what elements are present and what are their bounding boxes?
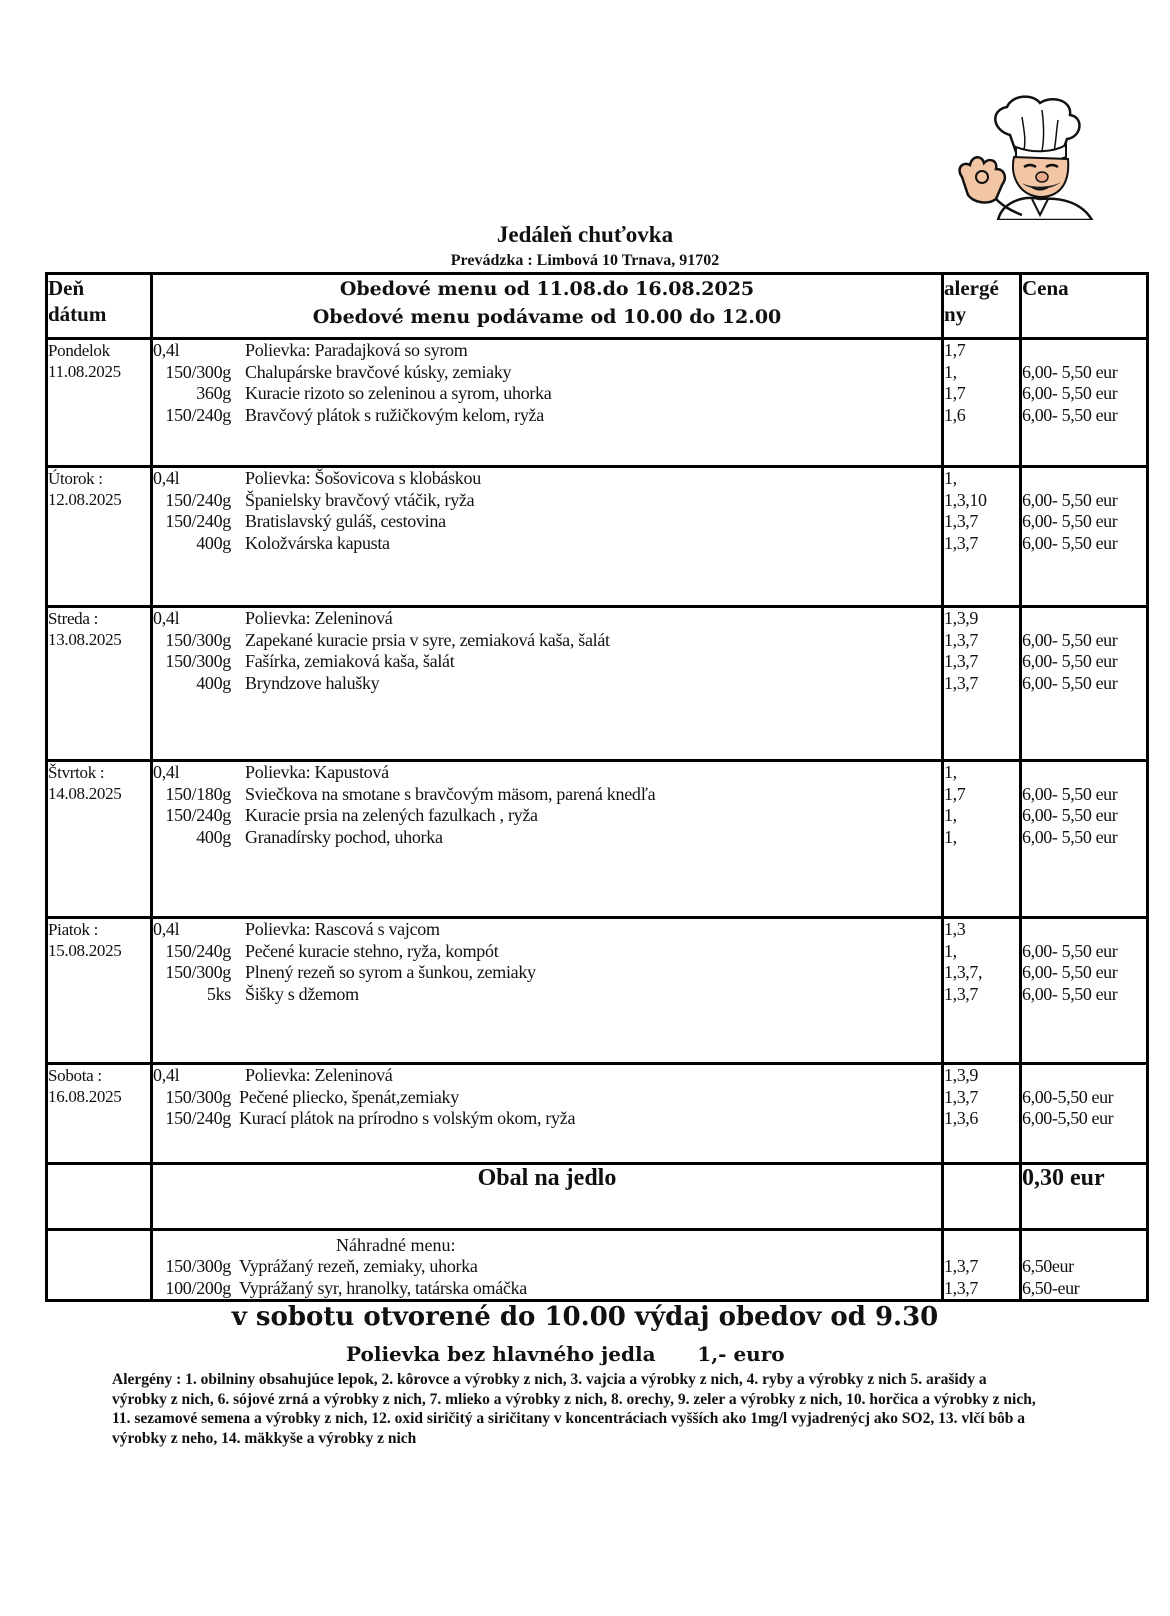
dish-price: 6,50eur	[1022, 1256, 1074, 1276]
day-name: Pondelok	[48, 341, 110, 360]
replacement-menu-title: Náhradné menu:	[336, 1235, 456, 1255]
dish-allergens: 1,3,7	[944, 672, 979, 693]
dish-name: Vyprážaný rezeň, zemiaky, uhorka	[239, 1256, 478, 1276]
dish-name: Polievka: Šošovicova s klobáskou	[245, 468, 481, 488]
dish-allergens: 1,	[944, 826, 957, 847]
dish-allergens: 1,3,10	[944, 489, 987, 510]
replacement-item	[153, 1256, 941, 1278]
dish-quantity: 0,4l	[153, 919, 180, 939]
dish-allergens: 1,7	[944, 783, 966, 804]
dish-item	[153, 762, 941, 784]
dish-allergens: 1,3,7	[944, 511, 979, 532]
dish-item	[153, 1108, 941, 1130]
day-row	[47, 467, 1148, 607]
allergen-legend: Alergény : 1. obilniny obsahujúce lepok, 2. kôrovce a výrobky z nich, 3. vajcia a výrobky z nich, 4. ryby a výrobky z nich 5. arašidy a výrobky z nich, 6. sójové zrná a výrobky z nich, 7. mlieko a výrobky z nich, 8. orechy, 9. zeler a výrobky z nich, 10. horčica a výrobky z nich, 11. sezamové semena a výrobky z nich, 12. oxid siričitý a siričitany v koncentráciach vyšších ako 1mg/l vyjadrenýcj ako SO2, 13. vlčí bôb a výrobky z neho, 14. mäkkyše a výrobky z nich	[112, 1371, 1036, 1447]
dish-quantity: 400g	[196, 826, 231, 847]
dish-price	[1022, 762, 1146, 784]
dish-allergens: 1,	[944, 361, 957, 382]
day-allergens	[943, 607, 1021, 761]
dish-item	[153, 362, 941, 384]
dish-allergens: 1,6	[944, 404, 966, 425]
header-menu-period: Obedové menu od 11.08.do 16.08.2025 Obedové menu podávame od 10.00 do 12.00	[152, 274, 943, 339]
dish-quantity: 360g	[196, 383, 231, 404]
menu-table-header	[47, 274, 1148, 339]
dish-allergens: 1,3,7,	[944, 962, 983, 983]
dish-price: 6,00- 5,50 eur	[1022, 629, 1118, 650]
dish-allergens: 1,	[944, 762, 957, 782]
dish-price: 6,00-5,50 eur	[1022, 1108, 1114, 1129]
chef-illustration	[952, 95, 1112, 220]
day-cell	[47, 1064, 152, 1164]
dish-name: Koložvárska kapusta	[245, 532, 390, 553]
dish-quantity: 150/240g	[165, 404, 231, 425]
dish-item	[153, 511, 941, 533]
day-prices	[1021, 467, 1148, 607]
dish-allergens: 1,3,7	[944, 983, 979, 1004]
dish-allergens: 1,3,9	[944, 608, 979, 628]
day-row	[47, 607, 1148, 761]
header-allergens: alergé ny	[943, 274, 1021, 339]
dish-quantity: 0,4l	[153, 762, 180, 782]
dish-price: 6,00- 5,50 eur	[1022, 983, 1118, 1004]
day-name: Sobota :	[48, 1066, 102, 1085]
dish-item	[153, 490, 941, 512]
day-date: 13.08.2025	[48, 630, 122, 649]
dish-name: Šišky s džemom	[245, 983, 359, 1004]
header-price: Cena	[1021, 274, 1148, 339]
restaurant-address: Prevádzka : Limbová 10 Trnava, 91702	[450, 252, 720, 269]
dish-price: 6,00- 5,50 eur	[1022, 783, 1118, 804]
dish-quantity: 150/300g	[165, 361, 231, 382]
day-dishes	[152, 761, 943, 918]
dish-allergens: 1,	[944, 940, 957, 961]
dish-price	[1022, 608, 1146, 630]
day-row	[47, 1064, 1148, 1164]
day-cell	[47, 761, 152, 918]
dish-quantity: 150/240g	[165, 511, 231, 532]
day-prices	[1021, 1064, 1148, 1164]
dish-quantity: 150/240g	[165, 489, 231, 510]
dish-quantity: 150/240g	[165, 940, 231, 961]
dish-price: 6,00- 5,50 eur	[1022, 651, 1118, 672]
dish-name: Pečené kuracie stehno, ryža, kompót	[245, 940, 499, 961]
dish-price	[1022, 468, 1146, 490]
dish-name: Španielsky bravčový vtáčik, ryža	[245, 489, 475, 510]
dish-price: 6,00- 5,50 eur	[1022, 672, 1118, 693]
dish-item	[153, 383, 941, 405]
dish-item	[153, 608, 941, 630]
day-name: Piatok :	[48, 920, 99, 939]
dish-price: 6,00- 5,50 eur	[1022, 940, 1118, 961]
dish-quantity: 150/300g	[165, 1256, 231, 1276]
day-prices	[1021, 607, 1148, 761]
dish-allergens: 1,3	[944, 919, 966, 939]
dish-item	[153, 919, 941, 941]
dish-quantity: 0,4l	[153, 468, 180, 488]
dish-allergens: 1,3,7	[944, 532, 979, 553]
dish-name: Polievka: Zeleninová	[245, 1065, 393, 1085]
day-allergens	[943, 339, 1021, 467]
replacement-menu-row	[47, 1230, 1148, 1301]
packaging-row	[47, 1164, 1148, 1230]
replacement-prices	[1021, 1230, 1148, 1301]
dish-price: 6,50-eur	[1022, 1277, 1080, 1298]
dish-price: 6,00-5,50 eur	[1022, 1086, 1114, 1107]
day-allergens	[943, 1064, 1021, 1164]
day-date: 15.08.2025	[48, 941, 122, 960]
packaging-price: 0,30 eur	[1021, 1164, 1148, 1230]
dish-item	[153, 468, 941, 490]
dish-allergens: 1,3,6	[944, 1108, 979, 1129]
dish-name: Bravčový plátok s ružičkovým kelom, ryža	[245, 404, 544, 425]
dish-price: 6,00- 5,50 eur	[1022, 511, 1118, 532]
dish-price: 6,00- 5,50 eur	[1022, 383, 1118, 404]
dish-allergens: 1,3,7	[944, 651, 979, 672]
dish-item	[153, 405, 941, 427]
dish-allergens: 1,3,7	[944, 1256, 979, 1276]
dish-item	[153, 784, 941, 806]
dish-quantity: 150/300g	[165, 629, 231, 650]
dish-item	[153, 962, 941, 984]
dish-name: Kuracie prsia na zelených fazulkach , ryža	[245, 805, 538, 826]
day-prices	[1021, 339, 1148, 467]
replacement-allergens	[943, 1230, 1021, 1301]
day-dishes	[152, 1064, 943, 1164]
dish-item	[153, 630, 941, 652]
restaurant-title: Jedáleň chuťovka	[496, 222, 674, 247]
dish-allergens: 1,7	[944, 383, 966, 404]
dish-name: Polievka: Paradajková so syrom	[245, 340, 468, 360]
day-name: Štvrtok :	[48, 763, 105, 782]
dish-quantity: 150/300g	[165, 651, 231, 672]
dish-name: Sviečkova na smotane s bravčovým mäsom, parená knedľa	[245, 783, 656, 804]
day-prices	[1021, 918, 1148, 1064]
dish-quantity: 0,4l	[153, 608, 180, 628]
dish-item	[153, 533, 941, 555]
day-dishes	[152, 607, 943, 761]
day-allergens	[943, 761, 1021, 918]
dish-item	[153, 1065, 941, 1087]
day-allergens	[943, 918, 1021, 1064]
dish-name: Kuracie rizoto so zeleninou a syrom, uhorka	[245, 383, 552, 404]
dish-quantity: 5ks	[206, 983, 231, 1004]
dish-name: Fašírka, zemiaková kaša, šalát	[245, 651, 455, 672]
dish-allergens: 1,3,7	[944, 1277, 979, 1298]
dish-name: Polievka: Kapustová	[245, 762, 389, 782]
dish-name: Zapekané kuracie prsia v syre, zemiaková kaša, šalát	[245, 629, 610, 650]
day-date: 14.08.2025	[48, 784, 122, 803]
dish-allergens: 1,3,7	[944, 1086, 979, 1107]
dish-item	[153, 651, 941, 673]
dish-name: Polievka: Rascová s vajcom	[245, 919, 440, 939]
dish-allergens: 1,7	[944, 340, 966, 360]
day-cell	[47, 607, 152, 761]
dish-price	[1022, 1065, 1146, 1087]
saturday-hours: v sobotu otvorené do 10.00 výdaj obedov od 9.30	[231, 1302, 939, 1332]
day-row	[47, 339, 1148, 467]
day-date: 11.08.2025	[48, 362, 121, 381]
day-allergens	[943, 467, 1021, 607]
dish-price: 6,00- 5,50 eur	[1022, 489, 1118, 510]
day-date: 12.08.2025	[48, 490, 122, 509]
day-name: Útorok :	[48, 469, 103, 488]
dish-quantity: 100/200g	[165, 1277, 231, 1298]
day-date: 16.08.2025	[48, 1087, 122, 1106]
dish-name: Granadírsky pochod, uhorka	[245, 826, 443, 847]
replacement-item	[153, 1278, 941, 1300]
day-prices	[1021, 761, 1148, 918]
dish-item	[153, 941, 941, 963]
dish-price	[1022, 340, 1146, 362]
dish-price: 6,00- 5,50 eur	[1022, 361, 1118, 382]
dish-quantity: 150/240g	[165, 805, 231, 826]
soup-only-price: Polievka bez hlavného jedla 1,- euro	[346, 1342, 785, 1366]
dish-quantity: 150/180g	[165, 783, 231, 804]
dish-price: 6,00- 5,50 eur	[1022, 962, 1118, 983]
day-cell	[47, 918, 152, 1064]
replacement-menu-items	[152, 1230, 943, 1301]
dish-price: 6,00- 5,50 eur	[1022, 404, 1118, 425]
dish-allergens: 1,	[944, 468, 957, 488]
dish-item	[153, 1087, 941, 1109]
dish-name: Bryndzove halušky	[245, 672, 380, 693]
dish-allergens: 1,3,7	[944, 629, 979, 650]
dish-name: Chalupárske bravčové kúsky, zemiaky	[245, 361, 512, 382]
dish-price: 6,00- 5,50 eur	[1022, 805, 1118, 826]
dish-quantity: 400g	[196, 672, 231, 693]
dish-name: Polievka: Zeleninová	[245, 608, 393, 628]
dish-item	[153, 340, 941, 362]
dish-quantity: 150/300g	[165, 962, 231, 983]
dish-name: Bratislavský guláš, cestovina	[245, 511, 446, 532]
dish-quantity: 150/300g	[165, 1086, 231, 1107]
dish-item	[153, 827, 941, 849]
dish-name: Kurací plátok na prírodno s volským okom, ryža	[239, 1108, 576, 1129]
dish-quantity: 400g	[196, 532, 231, 553]
dish-item	[153, 805, 941, 827]
dish-allergens: 1,	[944, 805, 957, 826]
dish-quantity: 0,4l	[153, 340, 180, 360]
dish-quantity: 150/240g	[165, 1108, 231, 1129]
menu-table	[45, 272, 1149, 1302]
day-dishes	[152, 918, 943, 1064]
dish-allergens: 1,3,9	[944, 1065, 979, 1085]
day-name: Streda :	[48, 609, 99, 628]
dish-item	[153, 673, 941, 695]
dish-price: 6,00- 5,50 eur	[1022, 532, 1118, 553]
day-row	[47, 918, 1148, 1064]
dish-name: Pečené pliecko, špenát,zemiaky	[239, 1086, 459, 1107]
dish-price	[1022, 919, 1146, 941]
day-dishes	[152, 467, 943, 607]
day-dishes	[152, 339, 943, 467]
day-cell	[47, 467, 152, 607]
day-row	[47, 761, 1148, 918]
dish-price: 6,00- 5,50 eur	[1022, 826, 1118, 847]
dish-name: Vyprážaný syr, hranolky, tatárska omáčka	[239, 1277, 527, 1298]
dish-name: Plnený rezeň so syrom a šunkou, zemiaky	[245, 962, 536, 983]
dish-item	[153, 984, 941, 1006]
day-cell	[47, 339, 152, 467]
packaging-label: Obal na jedlo	[152, 1164, 943, 1230]
header-day-date: Deň dátum	[47, 274, 152, 339]
dish-quantity: 0,4l	[153, 1065, 180, 1085]
